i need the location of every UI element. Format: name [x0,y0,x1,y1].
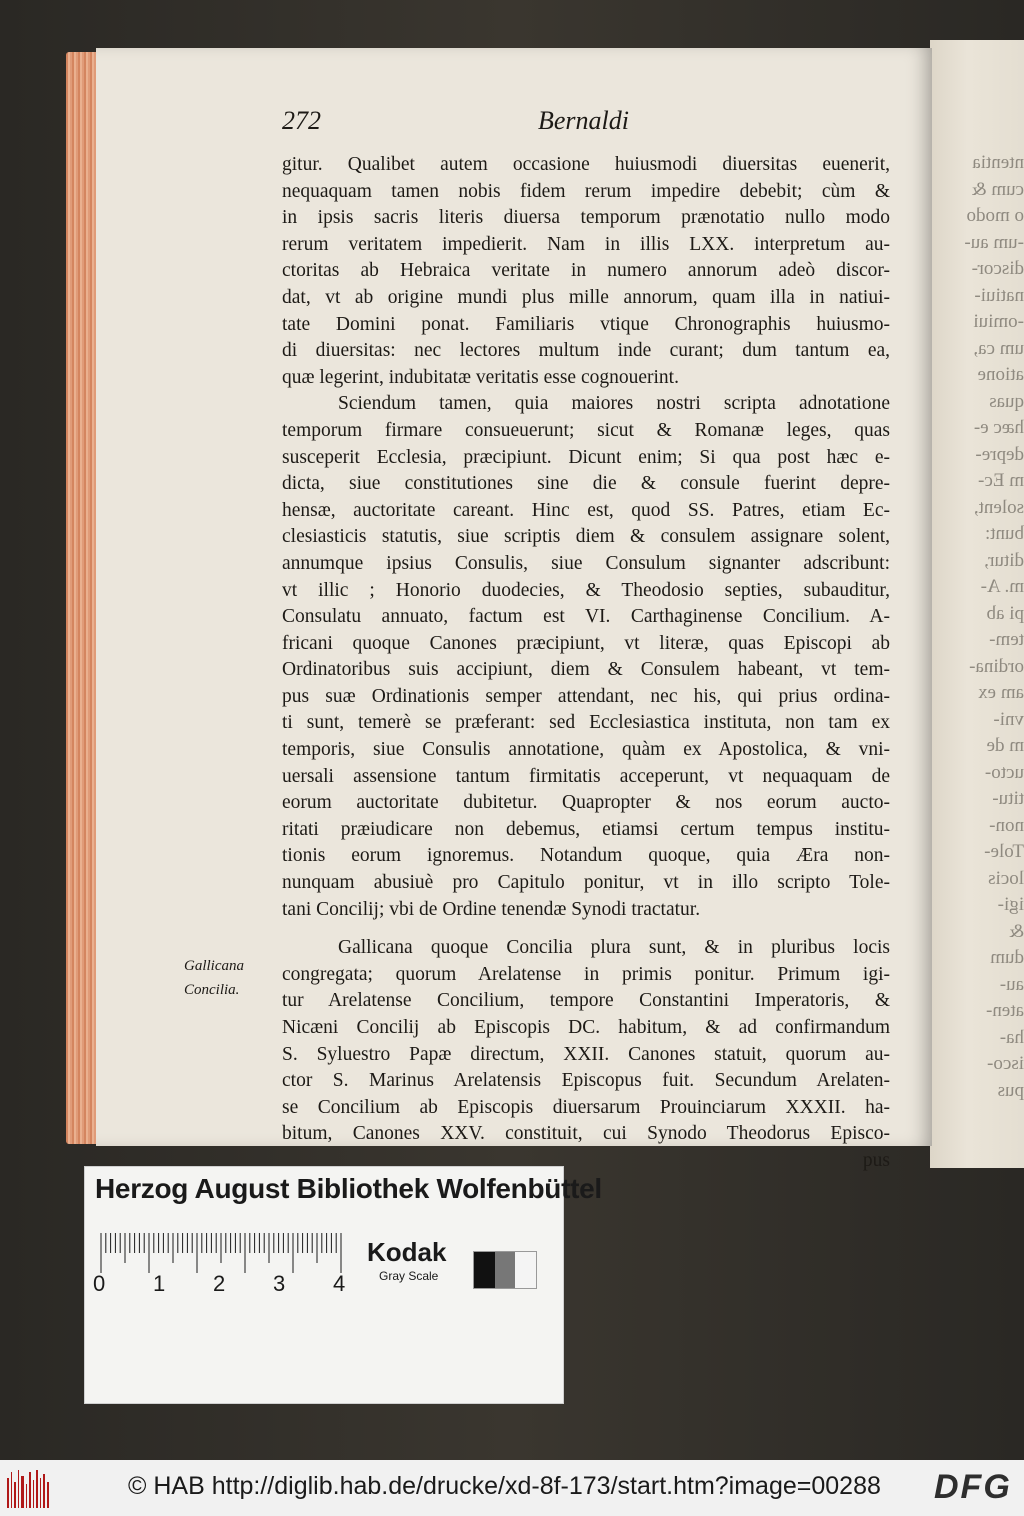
dfg-logo: DFG [934,1468,1012,1506]
text-line: in ipsis sacris literis diuersa temporum prænotatio nullo modo [282,207,890,229]
bleed-through-text: quas [989,390,1024,412]
bleed-through-text: aten- [986,1000,1024,1021]
running-head [0,106,1024,146]
bleed-through-text: igi- [997,894,1024,915]
text-line: ritati præiudicare non debemus, etiamsi certum tempus institu- [282,818,890,840]
bleed-through-text: m. A- [980,576,1024,597]
bleed-through-text: depre- [975,443,1024,465]
bleed-through-text: tem- [989,629,1024,650]
text-line: pus [862,1149,890,1171]
bleed-through-text: non- [989,814,1024,836]
bleed-through-text: um ca, [973,337,1024,359]
kodak-subtitle: Gray Scale [379,1269,439,1283]
text-line: tani Concilij; vbi de Ordine tenendæ Synodi tractatur. [282,898,701,920]
bleed-through-text: atione [977,364,1024,385]
kodak-logo: Kodak [367,1237,447,1267]
text-line: dat, vt ab origine mundi plus mille annorum, quam illa in natiui- [282,286,890,308]
text-line: ctor S. Marinus Arelatensis Episcopus fuit. Secundum Arelaten- [282,1070,890,1092]
bleed-through-text: dum [990,947,1024,968]
text-line: congregata; quorum Arelatense in primis ponitur. Primum igi- [282,963,890,985]
margin-note-line: Gallicana [184,958,244,974]
text-line: tate Domini ponat. Familiaris vtique Chronographis huiusmo- [282,313,890,335]
text-line: fricani quoque Canones præcipiunt, vt literæ, quas Episcopi ab [282,632,890,654]
margin-note-line: Concilia. [184,982,240,998]
text-line: clesiasticis statutis, siue scriptis diem & consulem assignare solent, [282,526,890,548]
text-line: dicta, siue constitutiones sine die & consule fuerint depre- [282,473,890,495]
text-line: Gallicana quoque Concilia plura sunt, & in pluribus locis [338,937,890,959]
ruler-number: 1 [153,1271,166,1296]
ruler-scale [99,1233,349,1273]
text-line: temporum firmare consueuerunt; sicut & Romanæ leges, quas [282,419,890,441]
text-line: tur Arelatense Concilium, tempore Constantini Imperatoris, & [282,990,890,1012]
text-line: eorum auctoritate dubitetur. Quapropter & nos eorum aucto- [282,792,890,814]
bleed-through-text: natiui- [974,284,1024,306]
ruler-number: 2 [213,1271,226,1296]
ruler-number: 0 [93,1271,106,1296]
bleed-through-text: ntentia [972,152,1024,173]
margin-note [184,954,244,1002]
text-line: ctoritas ab Hebraica veritate in numero annorum adeò discor- [282,260,890,282]
text-line: Nicæni Concilij ab Episcopis DC. habitum, & ad confirmandum [282,1017,890,1038]
text-line: vt illic ; Honorio duodecies, & Theodosio septies, subauditur, [282,579,890,601]
gray-patch [474,1252,495,1288]
gray-scale-patches [473,1251,537,1289]
text-line: quæ legerint, indubitatæ veritatis esse cognouerint. [282,366,679,388]
bleed-through-text: -um au- [964,231,1024,253]
text-line: gitur. Qualibet autem occasione huiusmodi diuersitas euenerit, [282,154,890,175]
library-name: Herzog August Bibliothek Wolfenbüttel [95,1173,602,1204]
gray-patch [495,1252,516,1288]
text-line: di diuersitas: nec lectores multum inde curant; dum tantum ea, [282,340,890,362]
text-line: Sciendum tamen, quia maiores nostri scripta adnotatione [338,393,890,415]
bleed-through-text: locis [988,867,1024,889]
bleed-through-text: am ex [978,682,1024,703]
text-line: se Concilium ab Episcopis diuersarum Prouinciarum XXXII. ha- [282,1096,890,1118]
bleed-through-text: bunt: [984,523,1024,544]
bleed-through-text: au- [999,973,1024,995]
page-edge [66,52,100,1144]
ruler-number: 4 [333,1271,346,1296]
bleed-through-text: ditur, [984,549,1024,571]
bleed-through-text: titu- [992,788,1024,809]
facing-page [930,40,1024,1168]
footer-bar [0,1460,1024,1516]
bleed-through-text: isco- [987,1053,1024,1074]
text-line: ti sunt, temerè se præferant: sed Ecclesiastica instituta, non tam ex [282,712,890,734]
bleed-through-text: ordina- [969,655,1024,677]
text-line: hensæ, auctoritate careant. Hinc est, quod SS. Patres, etiam Ec- [282,499,890,521]
body-text [282,152,890,1175]
text-line: bitum, Canones XXV. constituit, cui Synodo Theodorus Episco- [282,1123,890,1145]
bleed-through-text: -omiui [973,311,1024,332]
text-line: Consulatu annuato, factum est VI. Carthaginense Concilium. A- [282,606,890,628]
page-number: 272 [282,106,321,135]
text-line: susceperit Ecclesia, præcipiunt. Dicunt enim; Si qua post hæc e- [282,446,890,468]
source-link[interactable]: © HAB http://diglib.hab.de/drucke/xd-8f-173/start.htm?image=00288 [128,1472,881,1500]
bleed-through-text: m de [986,735,1024,756]
bleed-through-text: hæc e- [973,417,1024,438]
bleed-through-text: pi ab [986,602,1024,624]
text-line: uersali assensione tantum firmitatis acceperunt, vt nequaquam de [282,765,890,787]
text-line: S. Syluestro Papæ directum, XXII. Canones statuit, quorum au- [282,1043,890,1065]
bleed-through-text: discor- [971,258,1024,279]
text-line: temporis, siue Consulis annotatione, quàm ex Apostolica, & vni- [282,739,890,761]
text-line: nequaquam tamen nobis fidem rerum impedire debebit; cùm & [282,180,890,202]
bleed-through-text: solent, [973,496,1024,518]
text-line: nunquam abusiuè pro Capitulo ponitur, vt in illo scripto Tole- [282,872,890,894]
bleed-through-text: o modo [966,205,1024,226]
bleed-through-text: ha- [999,1026,1024,1048]
gray-patch [515,1252,536,1288]
text-line: annumque ipsius Consulis, siue Consulum signanter adscribunt: [282,552,890,574]
text-line: pus suæ Ordinationis semper attendant, nec his, qui prius ordina- [282,685,890,707]
barcode-icon [6,1468,50,1510]
bleed-through-text: vni- [993,708,1024,730]
running-title: Bernaldi [538,106,629,135]
bleed-through-text: pus [997,1079,1024,1101]
bleed-through-text: m Ec- [978,470,1024,491]
color-target-card [84,1166,602,1404]
bleed-through-text: cum & [971,178,1024,200]
bleed-through-text: & [1009,920,1024,942]
bleed-through-text: Tole- [984,841,1024,862]
bleed-through-text: ucto- [984,761,1024,783]
ruler-number: 3 [273,1271,286,1296]
text-line: rerum veritatem impedierit. Nam in illis LXX. interpretum au- [282,233,890,255]
text-line: Ordinatoribus suis accipiunt, diem & Consulem habeant, vt tem- [282,659,890,681]
text-line: tionis eorum ignoremus. Notandum quoque, quia Æra non- [282,845,890,867]
